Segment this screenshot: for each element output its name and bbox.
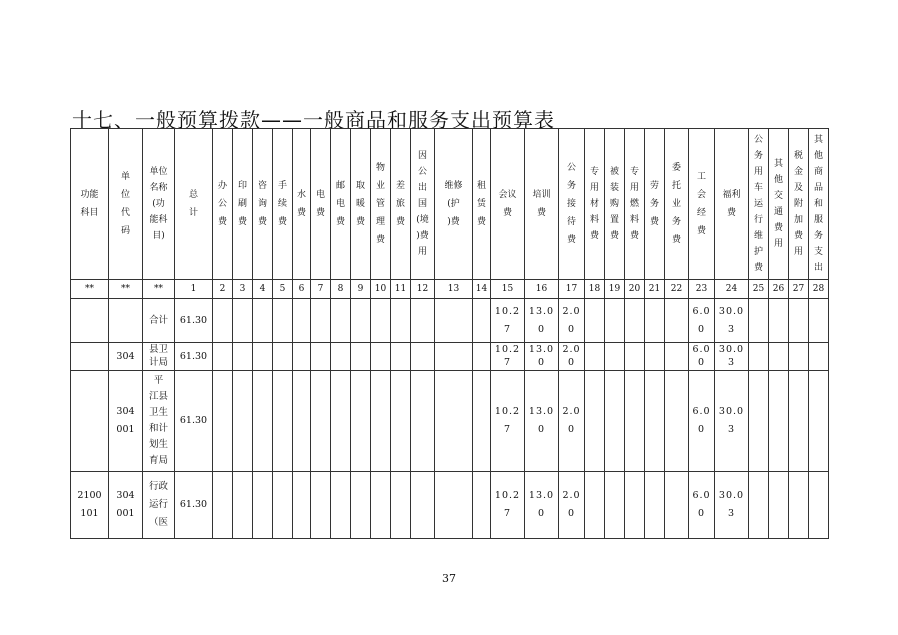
reception-fee-cell: 2.0 0 xyxy=(559,371,585,472)
header-row xyxy=(71,129,829,280)
cell xyxy=(391,343,411,371)
index-row xyxy=(71,280,829,299)
cell xyxy=(273,371,293,472)
cell xyxy=(769,299,789,343)
unit-code-cell: 304 001 xyxy=(109,472,143,539)
cell xyxy=(293,343,311,371)
cell xyxy=(311,299,331,343)
cell xyxy=(645,343,665,371)
header-cell xyxy=(143,129,175,280)
header-label: 委 托 业 务 费 xyxy=(671,163,681,245)
cell xyxy=(625,343,645,371)
cell xyxy=(585,371,605,472)
unit-name-cell: 行政 运行 （医 xyxy=(143,472,175,539)
index-cell: 9 xyxy=(351,280,371,299)
cell xyxy=(473,343,491,371)
cell xyxy=(749,343,769,371)
header-cell xyxy=(749,129,769,280)
cell xyxy=(645,371,665,472)
cell xyxy=(435,299,473,343)
index-cell: 13 xyxy=(435,280,473,299)
total-cell: 61.30 xyxy=(175,343,213,371)
cell xyxy=(213,299,233,343)
header-cell xyxy=(491,129,525,280)
index-cell: 8 xyxy=(331,280,351,299)
header-cell xyxy=(605,129,625,280)
cell xyxy=(351,299,371,343)
union-fee-cell: 6.0 0 xyxy=(689,371,715,472)
total-cell: 61.30 xyxy=(175,299,213,343)
cell xyxy=(789,371,809,472)
header-label: 福利 费 xyxy=(722,190,741,218)
header-label: 公 务 用 车 运 行 维 护 费 xyxy=(753,135,763,273)
cell xyxy=(665,343,689,371)
cell xyxy=(769,371,789,472)
index-cell: 16 xyxy=(525,280,559,299)
header-label: 其 他 商 品 和 服 务 支 出 xyxy=(813,135,823,273)
header-cell xyxy=(391,129,411,280)
cell xyxy=(665,299,689,343)
cell xyxy=(351,343,371,371)
unit-code-cell: 304 xyxy=(109,343,143,371)
cell xyxy=(233,299,253,343)
header-label: 咨 询 费 xyxy=(257,181,267,227)
cell xyxy=(809,472,829,539)
header-cell xyxy=(411,129,435,280)
header-cell xyxy=(769,129,789,280)
cell xyxy=(789,343,809,371)
cell xyxy=(391,472,411,539)
cell xyxy=(665,371,689,472)
header-label: 单 位 代 码 xyxy=(120,172,130,236)
cell xyxy=(789,299,809,343)
index-cell: 12 xyxy=(411,280,435,299)
header-label: 会议 费 xyxy=(498,190,517,218)
header-label: 工 会 经 费 xyxy=(696,172,706,236)
cell xyxy=(273,299,293,343)
index-cell: 11 xyxy=(391,280,411,299)
cell xyxy=(331,371,351,472)
cell xyxy=(605,299,625,343)
header-label: 物 业 管 理 费 xyxy=(375,163,385,245)
index-cell: 28 xyxy=(809,280,829,299)
cell xyxy=(293,472,311,539)
header-cell xyxy=(331,129,351,280)
index-cell: 7 xyxy=(311,280,331,299)
index-cell: 25 xyxy=(749,280,769,299)
cell xyxy=(233,343,253,371)
cell xyxy=(371,472,391,539)
cell xyxy=(371,299,391,343)
cell xyxy=(311,472,331,539)
cell xyxy=(809,343,829,371)
welfare-fee-cell: 30.0 3 xyxy=(715,371,749,472)
cell xyxy=(585,343,605,371)
cell xyxy=(625,472,645,539)
cell xyxy=(789,472,809,539)
func-code-cell xyxy=(71,371,109,472)
header-cell xyxy=(625,129,645,280)
header-label: 电 费 xyxy=(315,190,325,218)
header-label: 被 装 购 置 费 xyxy=(609,167,619,241)
index-cell: 22 xyxy=(665,280,689,299)
header-cell xyxy=(473,129,491,280)
union-fee-cell: 6.0 0 xyxy=(689,299,715,343)
func-code-cell xyxy=(71,299,109,343)
cell xyxy=(273,472,293,539)
header-cell xyxy=(273,129,293,280)
header-cell xyxy=(665,129,689,280)
reception-fee-cell: 2.0 0 xyxy=(559,343,585,371)
func-code-cell xyxy=(71,343,109,371)
index-cell: 1 xyxy=(175,280,213,299)
header-label: 公 务 接 待 费 xyxy=(566,163,576,245)
header-label: 取 暖 费 xyxy=(355,181,365,227)
cell xyxy=(253,472,273,539)
total-cell: 61.30 xyxy=(175,472,213,539)
cell xyxy=(769,343,789,371)
index-cell: 6 xyxy=(293,280,311,299)
header-cell xyxy=(525,129,559,280)
index-cell: ** xyxy=(143,280,175,299)
cell xyxy=(233,371,253,472)
welfare-fee-cell: 30.0 3 xyxy=(715,343,749,371)
cell xyxy=(585,299,605,343)
cell xyxy=(645,299,665,343)
cell xyxy=(213,371,233,472)
unit-name-cell: 县卫 计局 xyxy=(143,343,175,371)
header-label: 劳 务 费 xyxy=(649,181,659,227)
header-label: 专 用 材 料 费 xyxy=(589,167,599,241)
reception-fee-cell: 2.0 0 xyxy=(559,472,585,539)
cell xyxy=(749,472,769,539)
cell xyxy=(749,371,769,472)
cell xyxy=(253,299,273,343)
welfare-fee-cell: 30.0 3 xyxy=(715,299,749,343)
cell xyxy=(473,299,491,343)
header-cell xyxy=(293,129,311,280)
cell xyxy=(311,343,331,371)
header-cell xyxy=(715,129,749,280)
cell xyxy=(331,472,351,539)
header-cell xyxy=(559,129,585,280)
cell xyxy=(435,343,473,371)
cell xyxy=(351,472,371,539)
cell xyxy=(435,472,473,539)
func-code-cell: 2100 101 xyxy=(71,472,109,539)
header-label: 税 金 及 附 加 费 用 xyxy=(793,151,803,257)
cell xyxy=(605,371,625,472)
cell xyxy=(605,343,625,371)
index-cell: 4 xyxy=(253,280,273,299)
cell xyxy=(411,371,435,472)
cell xyxy=(809,371,829,472)
header-label: 其 他 交 通 费 用 xyxy=(773,159,783,249)
index-cell: 2 xyxy=(213,280,233,299)
cell xyxy=(273,343,293,371)
unit-name-cell: 合计 xyxy=(143,299,175,343)
header-cell xyxy=(645,129,665,280)
training-fee-cell: 13.0 0 xyxy=(525,343,559,371)
cell xyxy=(749,299,769,343)
meeting-fee-cell: 10.2 7 xyxy=(491,299,525,343)
header-cell xyxy=(351,129,371,280)
index-cell: 17 xyxy=(559,280,585,299)
header-cell xyxy=(233,129,253,280)
index-cell: 14 xyxy=(473,280,491,299)
cell xyxy=(293,299,311,343)
header-cell xyxy=(809,129,829,280)
union-fee-cell: 6.0 0 xyxy=(689,472,715,539)
table-row xyxy=(71,343,829,371)
cell xyxy=(645,472,665,539)
cell xyxy=(605,472,625,539)
page-number: 37 xyxy=(442,572,456,585)
welfare-fee-cell: 30.0 3 xyxy=(715,472,749,539)
cell xyxy=(473,472,491,539)
header-label: 因 公 出 国 (境 )费 用 xyxy=(416,151,429,257)
index-cell: 20 xyxy=(625,280,645,299)
header-label: 培训 费 xyxy=(532,190,551,218)
cell xyxy=(625,299,645,343)
header-label: 水 费 xyxy=(296,190,306,218)
cell xyxy=(391,371,411,472)
cell xyxy=(253,343,273,371)
cell xyxy=(371,343,391,371)
cell xyxy=(769,472,789,539)
index-cell: 24 xyxy=(715,280,749,299)
cell xyxy=(351,371,371,472)
index-cell: 21 xyxy=(645,280,665,299)
header-cell xyxy=(689,129,715,280)
header-label: 手 续 费 xyxy=(277,181,287,227)
meeting-fee-cell: 10.2 7 xyxy=(491,343,525,371)
cell xyxy=(435,371,473,472)
header-cell xyxy=(253,129,273,280)
cell xyxy=(371,371,391,472)
header-cell xyxy=(311,129,331,280)
header-label: 单位 名称 (功 能科 目) xyxy=(149,167,168,241)
index-cell: ** xyxy=(71,280,109,299)
header-cell xyxy=(371,129,391,280)
cell xyxy=(411,472,435,539)
index-cell: 5 xyxy=(273,280,293,299)
training-fee-cell: 13.0 0 xyxy=(525,299,559,343)
cell xyxy=(213,472,233,539)
index-cell: 15 xyxy=(491,280,525,299)
cell xyxy=(665,472,689,539)
header-label: 差 旅 费 xyxy=(395,181,405,227)
header-cell xyxy=(109,129,143,280)
meeting-fee-cell: 10.2 7 xyxy=(491,371,525,472)
cell xyxy=(585,472,605,539)
index-cell: 26 xyxy=(769,280,789,299)
page-title: 十七、一般预算拨款——一般商品和服务支出预算表 xyxy=(72,108,555,132)
table-row xyxy=(71,472,829,539)
header-label: 邮 电 费 xyxy=(335,181,345,227)
header-cell xyxy=(435,129,473,280)
index-cell: ** xyxy=(109,280,143,299)
index-cell: 10 xyxy=(371,280,391,299)
header-cell xyxy=(585,129,605,280)
cell xyxy=(625,371,645,472)
index-cell: 18 xyxy=(585,280,605,299)
cell xyxy=(253,371,273,472)
header-label: 租 赁 费 xyxy=(476,181,486,227)
cell xyxy=(809,299,829,343)
unit-code-cell: 304 001 xyxy=(109,371,143,472)
total-cell: 61.30 xyxy=(175,371,213,472)
cell xyxy=(391,299,411,343)
cell xyxy=(293,371,311,472)
table-row xyxy=(71,371,829,472)
header-label: 办 公 费 xyxy=(217,181,227,227)
header-cell xyxy=(213,129,233,280)
cell xyxy=(473,371,491,472)
reception-fee-cell: 2.0 0 xyxy=(559,299,585,343)
cell xyxy=(233,472,253,539)
table-row xyxy=(71,299,829,343)
unit-name-cell: 平 江县 卫生 和计 划生 育局 xyxy=(143,371,175,472)
meeting-fee-cell: 10.2 7 xyxy=(491,472,525,539)
cell xyxy=(331,343,351,371)
union-fee-cell: 6.0 0 xyxy=(689,343,715,371)
cell xyxy=(311,371,331,472)
cell xyxy=(331,299,351,343)
header-label: 功能 科目 xyxy=(80,190,99,218)
header-label: 维修 (护 )费 xyxy=(444,181,463,227)
header-label: 总 计 xyxy=(188,190,198,218)
index-cell: 3 xyxy=(233,280,253,299)
header-cell xyxy=(71,129,109,280)
budget-table xyxy=(70,128,829,539)
training-fee-cell: 13.0 0 xyxy=(525,371,559,472)
index-cell: 23 xyxy=(689,280,715,299)
header-label: 专 用 燃 料 费 xyxy=(629,167,639,241)
header-cell xyxy=(789,129,809,280)
cell xyxy=(411,299,435,343)
index-cell: 27 xyxy=(789,280,809,299)
header-label: 印 刷 费 xyxy=(237,181,247,227)
cell xyxy=(213,343,233,371)
header-cell xyxy=(175,129,213,280)
training-fee-cell: 13.0 0 xyxy=(525,472,559,539)
cell xyxy=(411,343,435,371)
unit-code-cell xyxy=(109,299,143,343)
index-cell: 19 xyxy=(605,280,625,299)
